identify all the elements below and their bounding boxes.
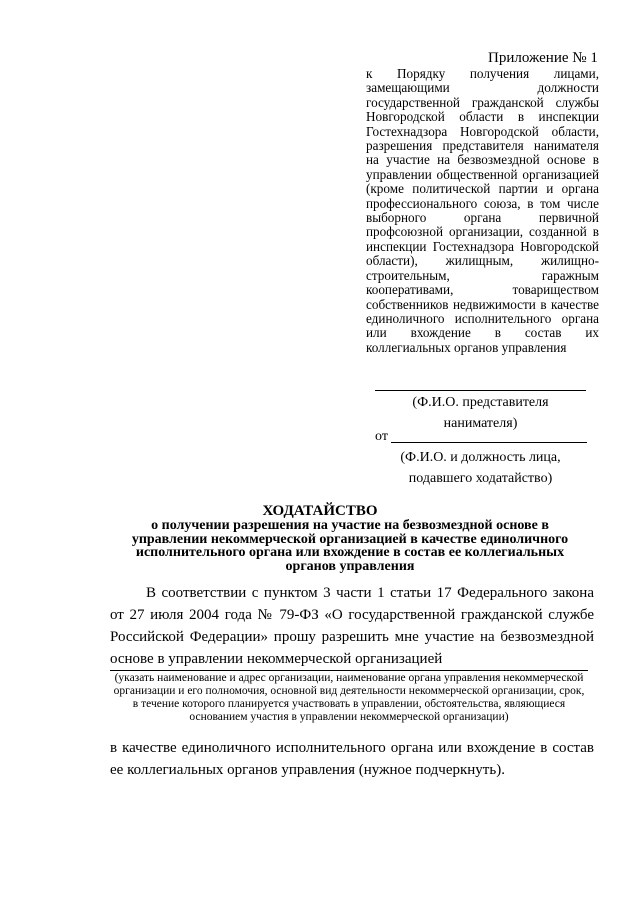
from-label: от [375, 429, 388, 444]
applicant-caption: (Ф.И.О. и должность лица, подавшего ходатайство) [400, 450, 561, 486]
document-title: ХОДАТАЙСТВО [262, 503, 378, 519]
from-field [375, 429, 587, 449]
request-body-paragraph: В соответствии с пунктом 3 части 1 статьи 17 Федерального закона от 27 июля 2004 года № 79-ФЗ «О государственной гражданской службе Российской Федерации» прошу разрешить мне участие на безвозмездной основе в управлении некоммерческой организацией [110, 585, 594, 667]
document-subtitle: о получении разрешения на участие на безвозмездной основе в управлении некоммерческой организацией в качестве единоличного исполнительного органа или вхождение в состав ее коллегиальных органов управления [131, 518, 569, 574]
organization-fill-hint: (указать наименование и адрес организации, наименование органа управления некоммерческой организации и его полномочия, основной вид деятельности некоммерческой организации, срок, в течение которого планируется участвовать в управлении, обстоятельства, являющиеся основанием участия в управлении некоммерческой организации) [113, 672, 585, 723]
employer-representative-caption: (Ф.И.О. представителя нанимателя) [412, 395, 549, 431]
appendix-reference-text: к Порядку получения лицами, замещающими должности государственной гражданской службы Новгородской области в инспекции Гостехнадзора Новгородской области, разрешения представителя нанимателя на участие на безвозмездной основе в управлении общественной организацией (кроме политической партии и органа профессионального союза, в том числе выборного органа первичной профсоюзной организации, созданной в инспекции Гостехнадзора Новгородской области), жилищным, жилищно-строительным, гаражным кооперативами, товариществом собственников недвижимости в качестве единоличного исполнительного органа или вхождение в состав их коллегиальных органов управления [366, 66, 599, 355]
appendix-title: Приложение № 1 [488, 50, 598, 66]
from-fill-line [391, 442, 587, 443]
organization-fill-line [110, 670, 588, 671]
request-tail-paragraph: в качестве единоличного исполнительного органа или вхождение в состав ее коллегиальных органов управления (нужное подчеркнуть). [110, 740, 594, 778]
employer-representative-signature-line [375, 390, 586, 391]
